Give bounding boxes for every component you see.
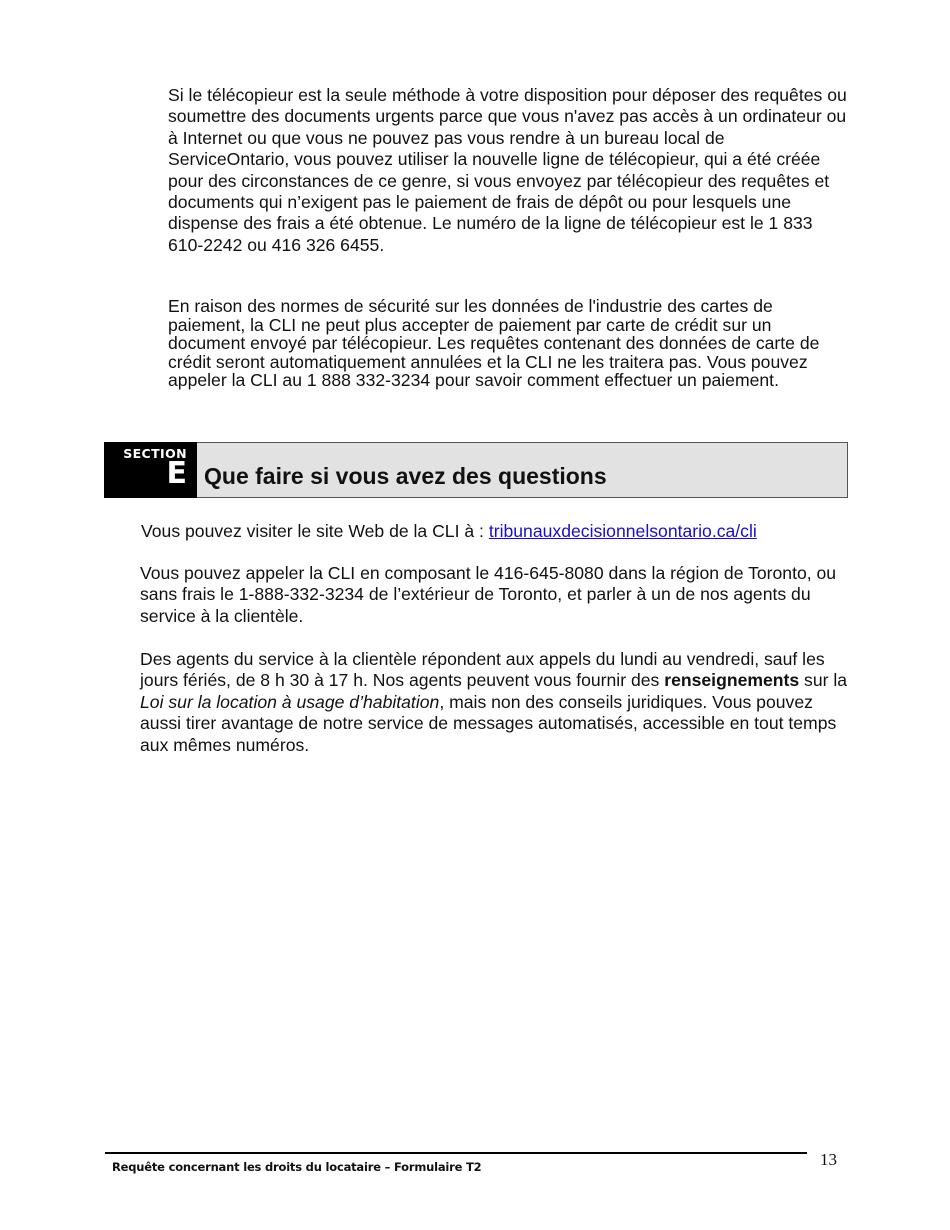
agents-bold-term: renseignements [664,670,800,691]
website-text: Vous pouvez visiter le site Web de la CLI à : [141,521,489,541]
agents-paragraph [140,649,848,756]
section-letter: E [166,456,187,491]
section-e-header [104,442,848,498]
section-label: SECTION [123,446,187,461]
footer-divider [105,1152,807,1154]
website-link[interactable]: tribunauxdecisionnelsontario.ca/cli [488,521,757,541]
agents-text-1: Des agents du service à la clientèle répondent aux appels du lundi au vendredi, sauf les jours fériés, de 8 h 30 à 17 h. Nos agents peuvent vous fournir des [140,649,825,691]
law-title: Loi sur la location à usage d’habitation [140,691,440,712]
section-badge [104,442,197,498]
website-paragraph [141,520,841,542]
phone-paragraph: Vous pouvez appeler la CLI en composant le 416-645-8080 dans la région de Toronto, ou sans frais le 1-888-332-3234 de l’extérieur de Toronto, et parler à un de nos agents du service à la clientèle. [140,563,837,626]
section-title: Que faire si vous avez des questions [204,463,607,489]
agents-text-3: , mais non des conseils juridiques. Vous pouvez aussi tirer avantage de notre service de messages automatisés, accessible en tout temps aux mêmes numéros. [140,691,837,755]
fax-line-paragraph: Si le télécopieur est la seule méthode à votre disposition pour déposer des requêtes ou soumettre des documents urgents parce que vous n'avez pas accès à un ordinateur ou à Internet ou que vous ne pouvez pas vous rendre à un bureau local de ServiceOntario, vous pouvez utiliser la nouvelle ligne de télécopieur, qui a été créée pour des circonstances de ce genre, si vous envoyez par télécopieur des requêtes et documents qui n’exigent pas le paiement de frais de dépôt ou pour lesquels une dispense des frais a été obtenue. Le numéro de la ligne de télécopieur est le 1 833 610-2242 ou 416 326 6455. [168,85,847,255]
card-security-paragraph: En raison des normes de sécurité sur les données de l'industrie des cartes de paiement, la CLI ne peut plus accepter de paiement par carte de crédit sur un document envoyé par télécopieur. Les requêtes contenant des données de carte de crédit seront automatiquement annulées et la CLI ne les traitera pas. Vous pouvez appeler la CLI au 1 888 332-3234 pour savoir comment effectuer un paiement. [168,296,820,391]
footer-form-title: Requête concernant les droits du locataire – Formulaire T2 [112,1160,482,1174]
agents-text-2: sur la [799,670,848,691]
page-number: 13 [820,1150,837,1169]
